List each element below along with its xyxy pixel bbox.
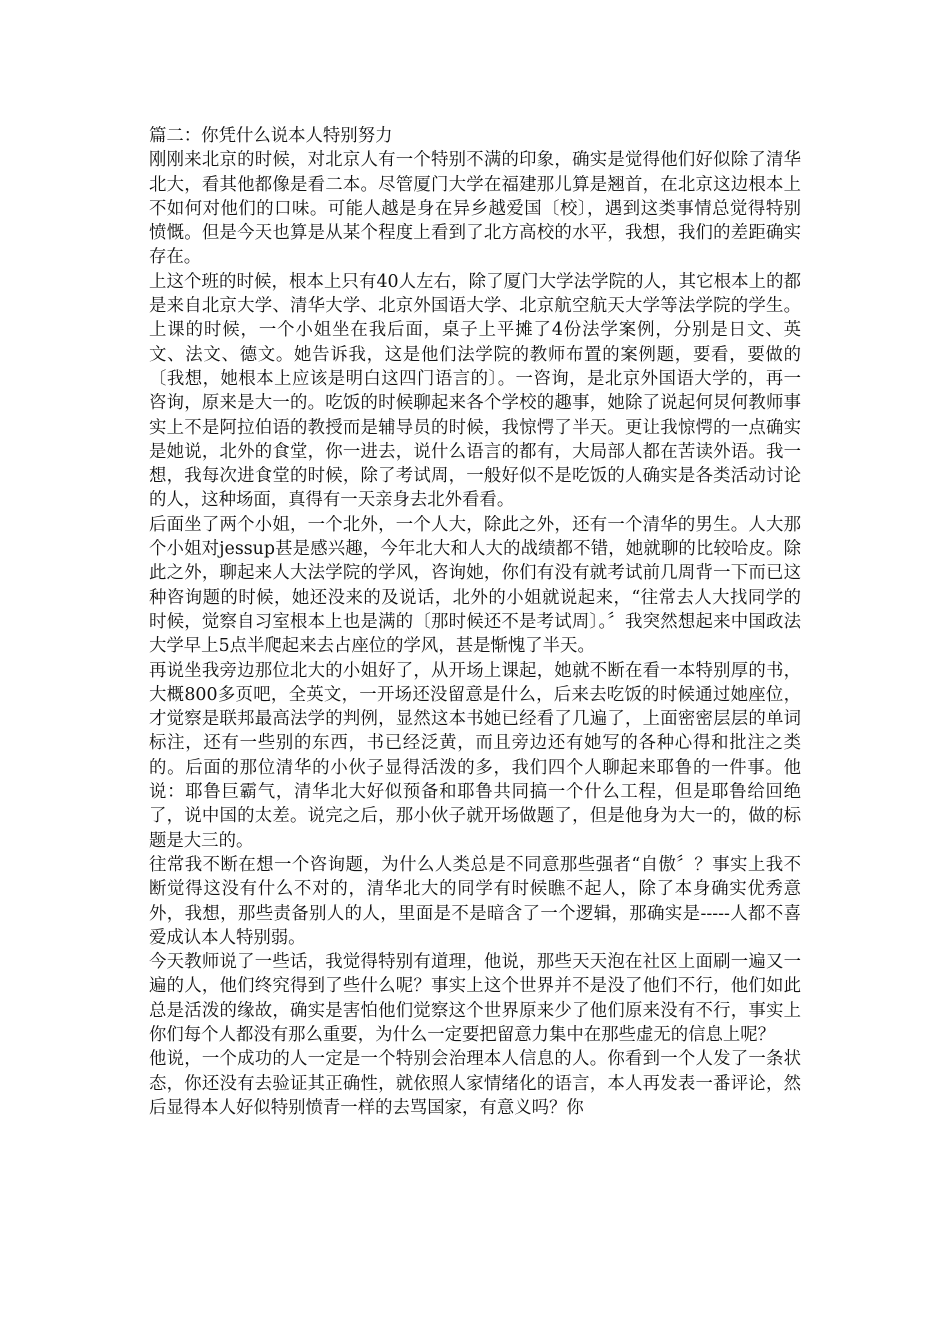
paragraph-2: 上这个班的时候，根本上只有40人左右，除了厦门大学法学院的人，其它根本上的都是来自北京大学、清华大学、北京外国语大学、北京航空航天大学等法学院的学生。上课的时候，一个小姐坐在我后面，桌子上平摊了4份法学案例，分别是日文、英文、法文、德文。她告诉我，这是他们法学院的教师布置的案例题，要看，要做的〔我想，她根本上应该是明白这四门语言的〕。一咨询，是北京外国语大学的，再一咨询，原来是大一的。吃饭的时候聊起来各个学校的趣事，她除了说起何炅何教师事实上不是阿拉伯语的教授而是辅导员的时候，我惊愕了半天。更让我惊愕的一点确实是她说，北外的食堂，你一进去，说什么语言的都有，大局部人都在苦读外语。我一想，我每次进食堂的时候，除了考试周，一般好似不是吃饭的人确实是各类活动讨论的人，这种场面，真得有一天亲身去北外看看。 <box>149 271 801 511</box>
paragraph-7: 他说，一个成功的人一定是一个特别会治理本人信息的人。你看到一个人发了一条状态，你还没有去验证其正确性，就依照人家情绪化的语言，本人再发表一番评论，然后显得本人好似特别愤青一样的去骂国家，有意义吗？你 <box>149 1049 801 1118</box>
paragraph-6: 今天教师说了一些话，我觉得特别有道理，他说，那些天天泡在社区上面刷一遍又一遍的人，他们终究得到了些什么呢？事实上这个世界并不是没了他们不行，他们如此总是活泼的缘故，确实是害怕他们觉察这个世界原来少了他们原来没有不行，事实上你们每个人都没有那么重要，为什么一定要把留意力集中在那些虚无的信息上呢？ <box>149 952 801 1045</box>
document-title: 篇二：你凭什么说本人特别努力 <box>149 126 393 146</box>
paragraph-3: 后面坐了两个小姐，一个北外，一个人大，除此之外，还有一个清华的男生。人大那个小姐对jessup甚是感兴趣，今年北大和人大的战绩都不错，她就聊的比较哈皮。除此之外，聊起来人大法学院的学风，咨询她，你们有没有就考试前几周背一下而已这种咨询题的时候，她还没来的及说话，北外的小姐就说起来，“往常去人大找同学的时候，觉察自习室根本上也是满的〔那时候还不是考试周〕。〞我突然想起来中国政法大学早上5点半爬起来去占座位的学风，甚是惭愧了半天。 <box>149 514 801 657</box>
paragraph-5: 往常我不断在想一个咨询题，为什么人类总是不同意那些强者“自傲〞？事实上我不断觉得这没有什么不对的，清华北大的同学有时候瞧不起人，除了本身确实优秀意外，我想，那些责备别人的人，里面是不是暗含了一个逻辑，那确实是-----人都不喜爱成认本人特别弱。 <box>149 854 801 948</box>
paragraph-1: 刚刚来北京的时候，对北京人有一个特别不满的印象，确实是觉得他们好似除了清华北大，看其他都像是看二本。尽管厦门大学在福建那儿算是翘首，在北京这边根本上不如何对他们的口味。可能人越是身在异乡越爱国〔校〕，遇到这类事情总觉得特别愤慨。但是今天也算是从某个程度上看到了北方高校的水平，我想，我们的差距确实存在。 <box>149 150 801 268</box>
document-page <box>149 124 801 1120</box>
paragraph-4: 再说坐我旁边那位北大的小姐好了，从开场上课起，她就不断在看一本特别厚的书，大概800多页吧，全英文，一开场还没留意是什么，后来去吃饭的时候通过她座位，才觉察是联邦最高法学的判例，显然这本书她已经看了几遍了，上面密密层层的单词标注，还有一些别的东西，书已经泛黄，而且旁边还有她写的各种心得和批注之类的。后面的那位清华的小伙子显得活泼的多，我们四个人聊起来耶鲁的一件事。他说：耶鲁巨霸气，清华北大好似预备和耶鲁共同搞一个什么工程，但是耶鲁给回绝了，说中国的太差。说完之后，那小伙子就开场做题了，但是他身为大一的，做的标题是大三的。 <box>149 660 801 851</box>
